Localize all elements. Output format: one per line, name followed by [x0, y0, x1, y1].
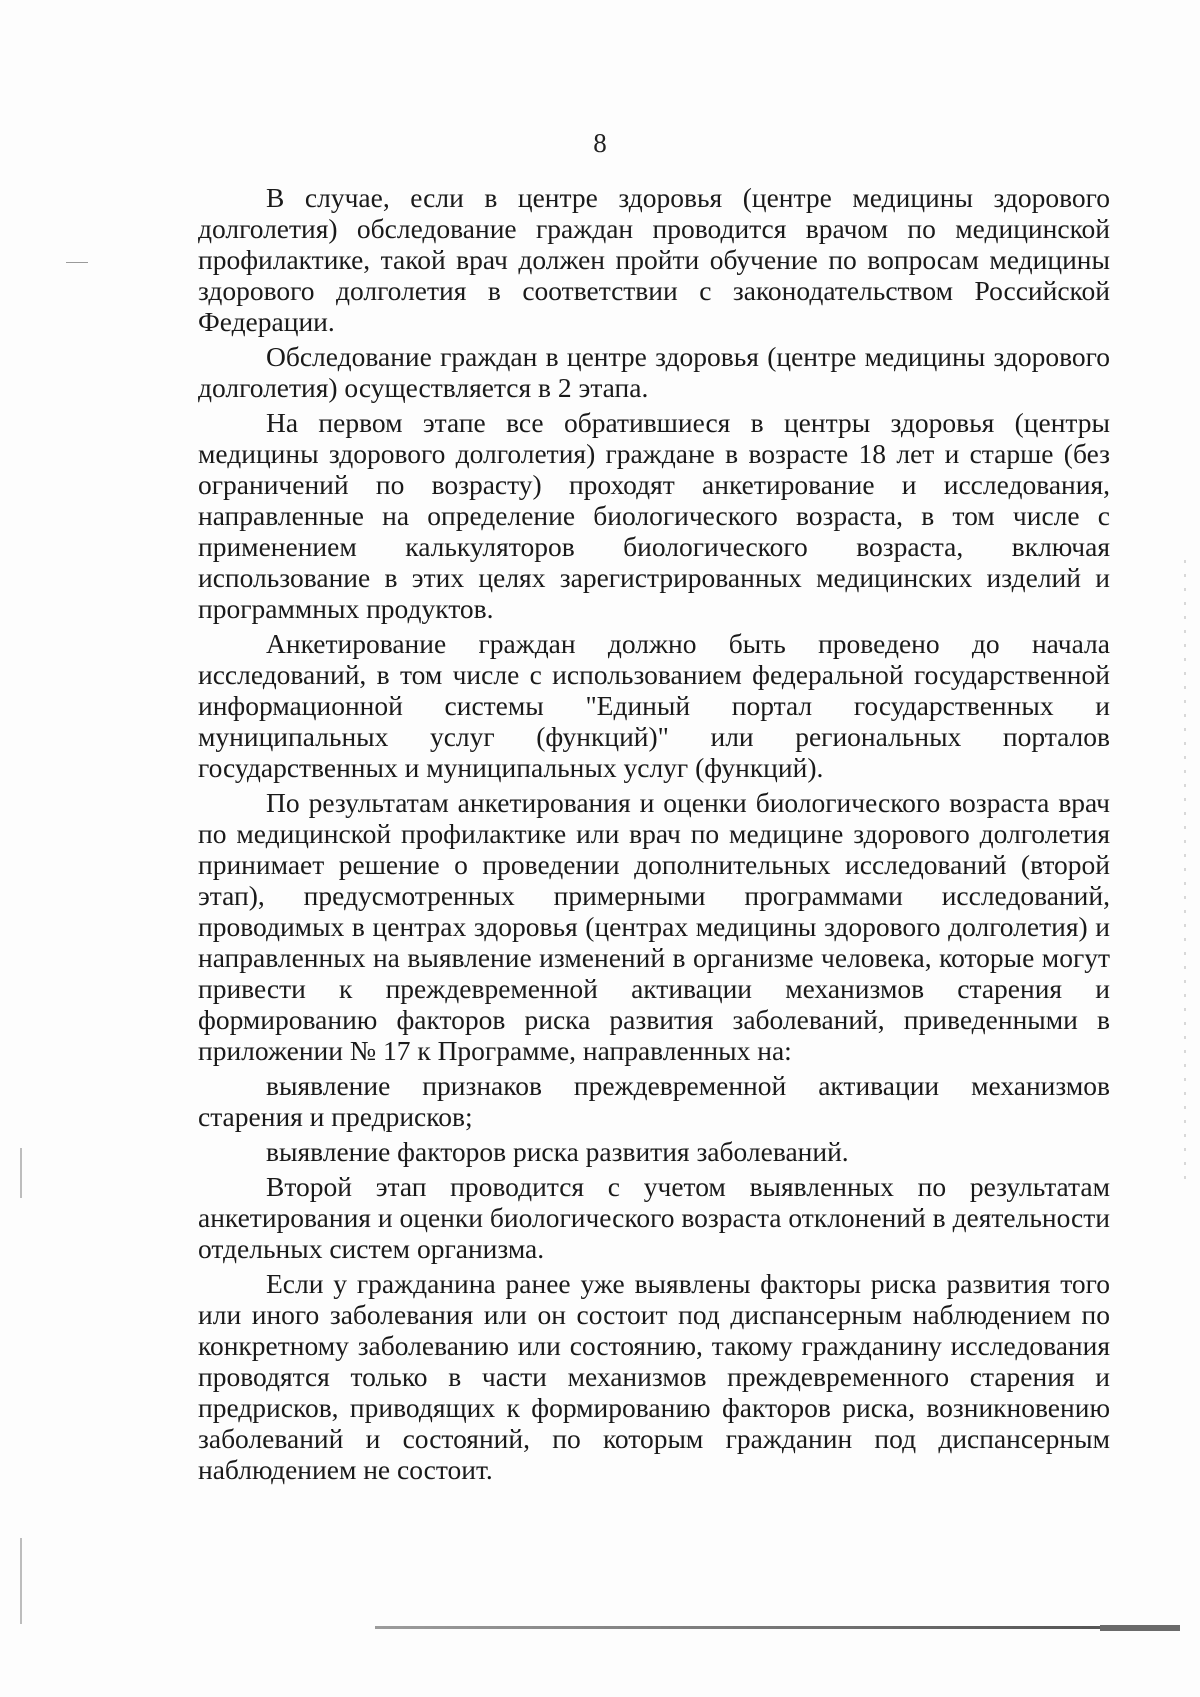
scan-edge-line: [20, 1538, 22, 1624]
scan-bottom-line-end: [1100, 1625, 1180, 1631]
paragraph: В случае, если в центре здоровья (центре медицины здорового долголетия) обследование граждан проводится врачом по медицинской профилактике, такой врач должен пройти обучение по вопросам медицины здорового долголетия в соответствии с законодательством Российской Федерации.: [198, 182, 1110, 337]
scan-edge-dots: [1184, 560, 1186, 1180]
document-body: [198, 182, 1110, 1489]
paragraph: На первом этапе все обратившиеся в центры здоровья (центры медицины здорового долголетия) граждане в возрасте 18 лет и старше (без ограничений по возрасту) проходят анкетирование и исследования, направленные на определение биологического возраста, в том числе с применением калькуляторов биологического возраста, включая использование в этих целях зарегистрированных медицинских изделий и программных продуктов.: [198, 407, 1110, 624]
paragraph: Анкетирование граждан должно быть проведено до начала исследований, в том числе с использованием федеральной государственной информационной системы "Единый портал государственных и муниципальных услуг (функций)" или региональных порталов государственных и муниципальных услуг (функций).: [198, 628, 1110, 783]
paragraph: Обследование граждан в центре здоровья (центре медицины здорового долголетия) осуществляется в 2 этапа.: [198, 341, 1110, 403]
paragraph: Если у гражданина ранее уже выявлены факторы риска развития того или иного заболевания или он состоит под диспансерным наблюдением по конкретному заболеванию или состоянию, такому гражданину исследования проводятся только в части механизмов преждевременного старения и предрисков, приводящих к формированию факторов риска, возникновению заболеваний и состояний, по которым гражданин под диспансерным наблюдением не состоит.: [198, 1268, 1110, 1485]
page-number: 8: [593, 128, 607, 158]
scan-bottom-line: [375, 1626, 1180, 1629]
scan-edge-line: [20, 1148, 22, 1198]
paragraph: По результатам анкетирования и оценки биологического возраста врач по медицинской профилактике или врач по медицине здорового долголетия принимает решение о проведении дополнительных исследований (второй этап), предусмотренных примерными программами исследований, проводимых в центрах здоровья (центрах медицины здорового долголетия) и направленных на выявление изменений в организме человека, которые могут привести к преждевременной активации механизмов старения и формированию факторов риска развития заболеваний, приведенными в приложении № 17 к Программе, направленных на:: [198, 787, 1110, 1066]
margin-mark: [66, 262, 88, 263]
list-item: выявление признаков преждевременной активации механизмов старения и предрисков;: [198, 1070, 1110, 1132]
paragraph: Второй этап проводится с учетом выявленных по результатам анкетирования и оценки биологического возраста отклонений в деятельности отдельных систем организма.: [198, 1171, 1110, 1264]
list-item: выявление факторов риска развития заболеваний.: [266, 1136, 849, 1167]
